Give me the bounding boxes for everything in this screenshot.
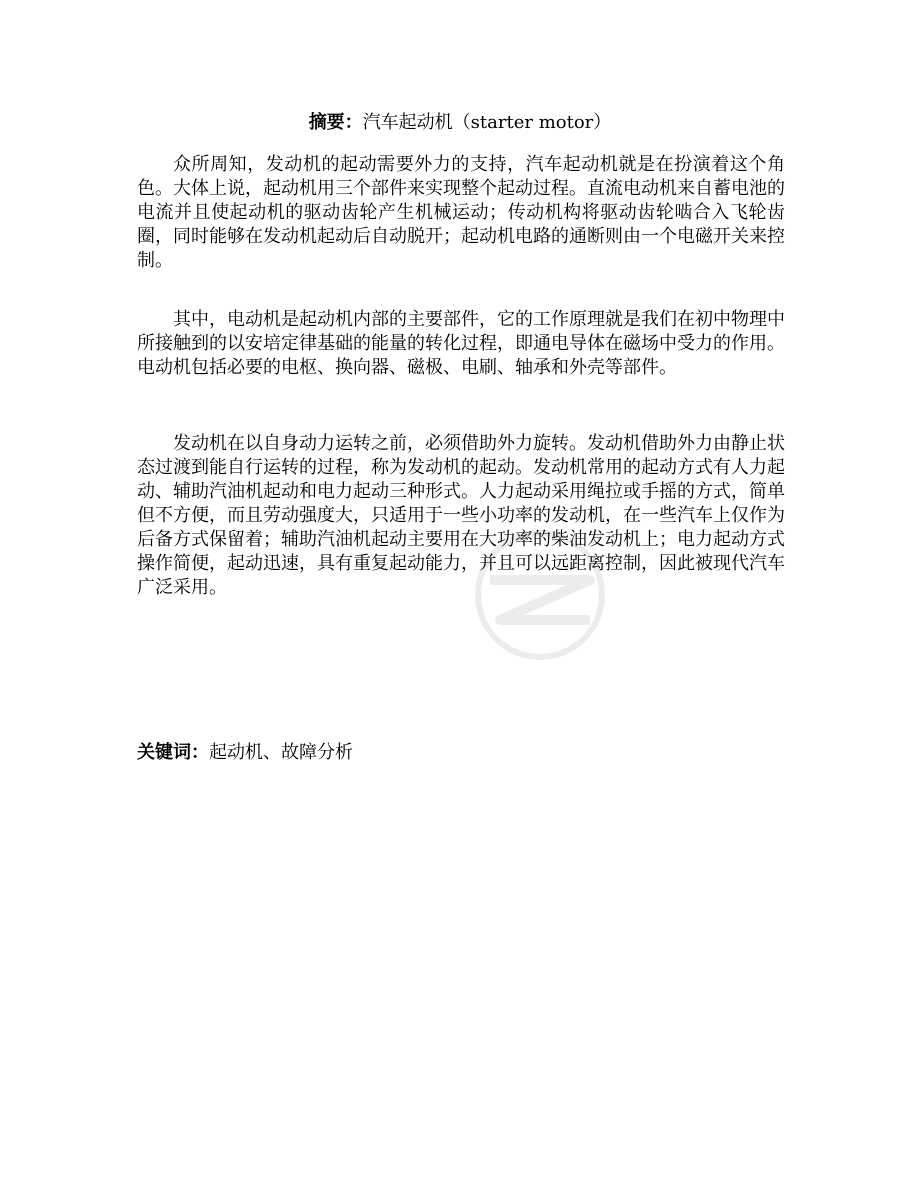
paragraph-intro: 众所周知，发动机的起动需要外力的支持，汽车起动机就是在扮演着这个角色。大体上说，起动机用三个部件来实现整个起动过程。直流电动机来自蓄电池的电流并且使起动机的驱动齿轮产生机械运动；传动机构将驱动齿轮啮合入飞轮齿圈，同时能够在发动机起动后自动脱开；起动机电路的通断则由一个电磁开关来控制。	[137, 154, 785, 271]
abstract-title: 汽车起动机（starter motor）	[362, 112, 612, 133]
abstract-label: 摘要：	[308, 112, 363, 133]
paragraph-starting-methods: 发动机在以自身动力运转之前，必须借助外力旋转。发动机借助外力由静止状态过渡到能自行运转的过程，称为发动机的起动。发动机常用的起动方式有人力起动、辅助汽油机起动和电力起动三种形式。人力起动采用绳拉或手摇的方式，简单但不方便，而且劳动强度大，只适用于一些小功率的发动机，在一些汽车上仅作为后备方式保留着；辅助汽油机起动主要用在大功率的柴油发动机上；电力起动方式操作简便，起动迅速，具有重复起动能力，并且可以远距离控制，因此被现代汽车广泛采用。	[137, 433, 785, 598]
abstract-heading	[0, 110, 920, 136]
keywords-value: 起动机、故障分析	[209, 742, 353, 763]
keywords-line	[137, 740, 353, 766]
paragraph-motor: 其中，电动机是起动机内部的主要部件，它的工作原理就是我们在初中物理中所接触到的以安培定律基础的能量的转化过程，即通电导体在磁场中受力的作用。电动机包括必要的电枢、换向器、磁极、电刷、轴承和外壳等部件。	[137, 309, 785, 378]
keywords-label: 关键词：	[137, 742, 209, 763]
